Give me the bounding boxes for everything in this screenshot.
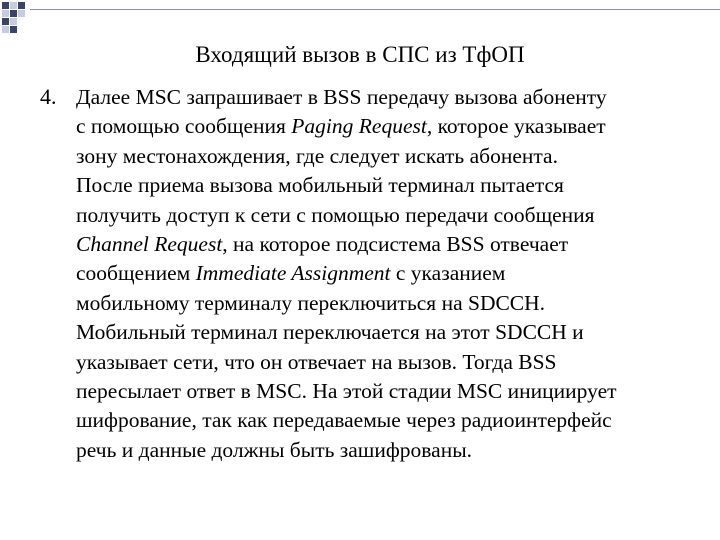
text-run: шифрование, так как передаваемые через радиоинтерфейс bbox=[76, 408, 612, 433]
decorative-square bbox=[2, 18, 9, 25]
decorative-square bbox=[10, 2, 17, 9]
text-run: указывает сети, что он отвечает на вызов. Тогда BSS bbox=[76, 349, 557, 374]
text-line bbox=[76, 289, 704, 318]
text-line bbox=[76, 436, 704, 465]
text-line bbox=[76, 318, 704, 347]
text-run: пересылает ответ в MSC. На этой стадии MSC инициирует bbox=[76, 379, 617, 404]
text-line bbox=[76, 377, 704, 406]
decorative-square bbox=[18, 2, 25, 9]
text-line bbox=[76, 230, 704, 259]
text-run: с помощью сообщения bbox=[76, 114, 292, 139]
text-line bbox=[76, 406, 704, 435]
decorative-square bbox=[2, 10, 9, 17]
text-line bbox=[76, 348, 704, 377]
list-item-number: 4. bbox=[40, 84, 57, 109]
slide-title: Входящий вызов в СПС из ТфОП bbox=[195, 42, 525, 67]
decorative-square bbox=[18, 10, 25, 17]
text-run: речь и данные должны быть зашифрованы. bbox=[76, 437, 473, 462]
decorative-square bbox=[10, 10, 17, 17]
text-run: сообщением bbox=[76, 261, 196, 286]
italic-term: Paging Request bbox=[291, 114, 427, 139]
text-line bbox=[76, 201, 704, 230]
list-item-text bbox=[76, 83, 704, 465]
decorative-squares-header bbox=[0, 0, 720, 40]
decorative-square bbox=[10, 26, 17, 33]
text-run: зону местонахождения, где следует искать абонента. bbox=[76, 143, 558, 168]
text-run: мобильному терминалу переключиться на SDCCH. bbox=[76, 290, 546, 315]
text-run: , на которое подсистема BSS отвечает bbox=[222, 232, 569, 257]
decorative-square bbox=[2, 26, 9, 33]
text-run: Мобильный терминал переключается на этот SDCCH и bbox=[76, 320, 584, 345]
text-line bbox=[76, 259, 704, 288]
text-run: После приема вызова мобильный терминал пытается bbox=[76, 173, 564, 198]
decorative-square bbox=[10, 18, 17, 25]
italic-term: Immediate Assignment bbox=[195, 261, 391, 286]
text-line bbox=[76, 142, 704, 171]
text-line bbox=[76, 112, 704, 141]
text-run: , которое указывает bbox=[426, 114, 606, 139]
text-line bbox=[76, 83, 704, 112]
italic-term: Channel Request bbox=[76, 232, 223, 257]
text-run: Далее MSC запрашивает в BSS передачу вызова абоненту bbox=[76, 85, 607, 109]
text-line bbox=[76, 171, 704, 200]
text-run: с указанием bbox=[390, 261, 506, 286]
text-run: получить доступ к сети с помощью передачи сообщения bbox=[76, 202, 595, 227]
decorative-square bbox=[2, 2, 9, 9]
